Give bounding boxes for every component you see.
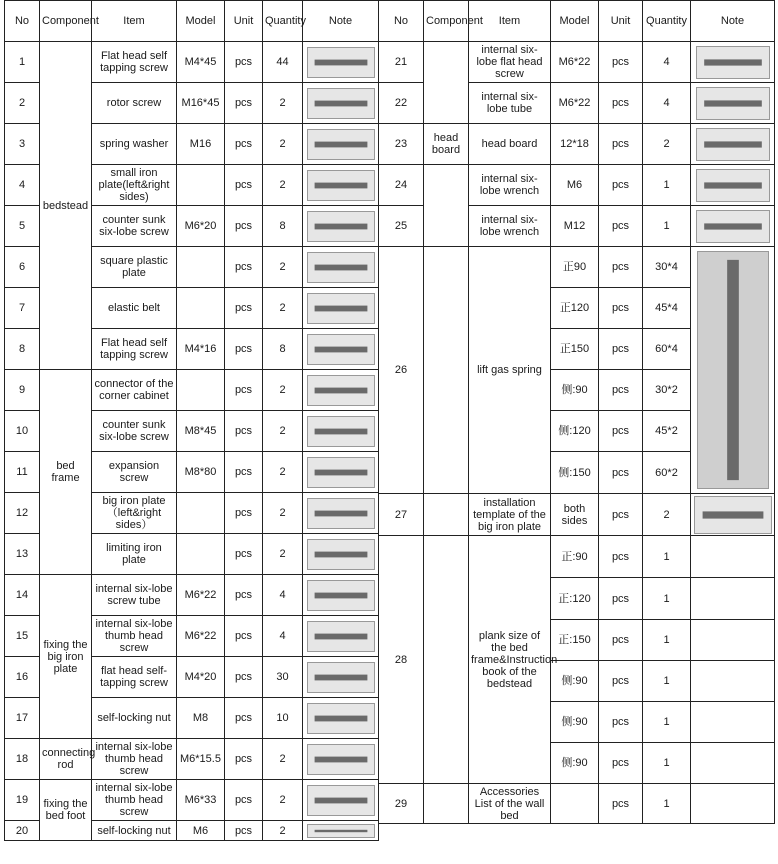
table-row <box>5 780 379 821</box>
quantity-value: 2 <box>263 83 303 124</box>
unit-value: pcs <box>225 83 263 124</box>
unit-value: pcs <box>599 329 643 370</box>
row-number: 12 <box>5 493 40 534</box>
quantity-value: 30 <box>263 657 303 698</box>
row-number: 5 <box>5 206 40 247</box>
unit-value: pcs <box>225 411 263 452</box>
quantity-value: 60*2 <box>643 452 691 494</box>
model-value <box>177 247 225 288</box>
header-note: Note <box>691 1 775 42</box>
header-quantity: Quantity <box>263 1 303 42</box>
row-number: 8 <box>5 329 40 370</box>
item-name: spring washer <box>92 124 177 165</box>
note-image-cell <box>303 698 379 739</box>
row-number: 28 <box>379 536 424 784</box>
expansion-screw-icon <box>307 457 375 488</box>
header-row <box>5 1 379 42</box>
unit-value: pcs <box>225 288 263 329</box>
row-number: 18 <box>5 739 40 780</box>
flat-screw-icon <box>696 46 770 79</box>
item-name: internal six-lobe tube <box>469 83 551 124</box>
note-image-cell <box>303 739 379 780</box>
note-image-cell <box>691 42 775 83</box>
note-image-cell <box>303 83 379 124</box>
note-image-cell <box>303 821 379 841</box>
item-name: internal six-lobe wrench <box>469 206 551 247</box>
quantity-value: 2 <box>263 247 303 288</box>
quantity-value: 2 <box>643 494 691 536</box>
table-row <box>5 370 379 411</box>
row-number: 9 <box>5 370 40 411</box>
model-value: M6*22 <box>551 83 599 124</box>
model-value <box>177 370 225 411</box>
model-value: M6*33 <box>177 780 225 821</box>
gas-spring-icon <box>697 251 769 489</box>
unit-value: pcs <box>225 739 263 780</box>
item-name: big iron plate （left&right sides） <box>92 493 177 534</box>
table-row <box>379 124 775 165</box>
quantity-value: 44 <box>263 42 303 83</box>
unit-value: pcs <box>599 42 643 83</box>
row-number: 6 <box>5 247 40 288</box>
quantity-value: 4 <box>643 42 691 83</box>
row-number: 29 <box>379 784 424 824</box>
row-number: 13 <box>5 534 40 575</box>
note-image-cell <box>303 370 379 411</box>
note-image-cell <box>691 247 775 494</box>
unit-value: pcs <box>225 575 263 616</box>
model-value: M6*22 <box>177 616 225 657</box>
model-value: 正:120 <box>551 578 599 620</box>
quantity-value: 1 <box>643 784 691 824</box>
header-quantity: Quantity <box>643 1 691 42</box>
item-name: plank size of the bed frame&Instruction book of the bedstead <box>469 536 551 784</box>
table-row <box>379 247 775 288</box>
washer-icon <box>307 129 375 160</box>
model-value <box>177 534 225 575</box>
note-image-cell <box>303 247 379 288</box>
row-number: 7 <box>5 288 40 329</box>
quantity-value: 1 <box>643 536 691 578</box>
tube-icon <box>696 87 770 120</box>
note-blank <box>691 661 775 702</box>
quantity-value: 2 <box>263 124 303 165</box>
quantity-value: 1 <box>643 661 691 702</box>
unit-value: pcs <box>599 578 643 620</box>
unit-value: pcs <box>599 411 643 452</box>
group-fixing-iron-plate: fixing the big iron plate <box>40 575 92 739</box>
elastic-belt-icon <box>307 293 375 324</box>
group-head-board-blank <box>424 42 469 124</box>
unit-value: pcs <box>599 124 643 165</box>
quantity-value: 4 <box>643 83 691 124</box>
unit-value: pcs <box>225 247 263 288</box>
group-head-board: head board <box>424 124 469 165</box>
item-name: self-locking nut <box>92 698 177 739</box>
note-image-cell <box>303 329 379 370</box>
quantity-value: 45*2 <box>643 411 691 452</box>
header-unit: Unit <box>225 1 263 42</box>
quantity-value: 8 <box>263 206 303 247</box>
header-no: No <box>5 1 40 42</box>
quantity-value: 2 <box>263 288 303 329</box>
nut-icon <box>307 824 375 838</box>
model-value: M6 <box>551 165 599 206</box>
note-image-cell <box>691 494 775 536</box>
quantity-value: 45*4 <box>643 288 691 329</box>
connector-icon <box>307 375 375 406</box>
parts-table-left <box>4 0 379 841</box>
table-row <box>5 575 379 616</box>
header-note: Note <box>303 1 379 42</box>
quantity-value: 2 <box>263 452 303 493</box>
unit-value: pcs <box>599 288 643 329</box>
item-name: connector of the corner cabinet <box>92 370 177 411</box>
unit-value: pcs <box>225 780 263 821</box>
model-value <box>177 288 225 329</box>
row-number: 3 <box>5 124 40 165</box>
unit-value: pcs <box>225 42 263 83</box>
model-value: M8*45 <box>177 411 225 452</box>
long-screw-icon <box>307 416 375 447</box>
model-value: M4*20 <box>177 657 225 698</box>
row-number: 15 <box>5 616 40 657</box>
model-value: M12 <box>551 206 599 247</box>
thumb-screw-icon <box>307 785 375 816</box>
note-blank <box>691 702 775 743</box>
unit-value: pcs <box>599 661 643 702</box>
unit-value: pcs <box>599 452 643 494</box>
item-name: elastic belt <box>92 288 177 329</box>
item-name: lift gas spring <box>469 247 551 494</box>
model-value: 正150 <box>551 329 599 370</box>
unit-value: pcs <box>225 821 263 841</box>
item-name: internal six-lobe thumb head screw <box>92 780 177 821</box>
note-image-cell <box>303 657 379 698</box>
note-image-cell <box>303 42 379 83</box>
row-number: 23 <box>379 124 424 165</box>
table-row <box>379 165 775 206</box>
note-image-cell <box>303 165 379 206</box>
group-connecting-rod: connecting rod <box>40 739 92 780</box>
unit-value: pcs <box>599 165 643 206</box>
model-value: M4*16 <box>177 329 225 370</box>
tapping-screw-icon <box>307 662 375 693</box>
quantity-value: 2 <box>263 411 303 452</box>
model-value: 侧:90 <box>551 743 599 784</box>
item-name: Flat head self tapping screw <box>92 329 177 370</box>
model-value: 侧:120 <box>551 411 599 452</box>
quantity-value: 2 <box>263 493 303 534</box>
row-number: 16 <box>5 657 40 698</box>
row-number: 25 <box>379 206 424 247</box>
row-number: 20 <box>5 821 40 841</box>
table-row <box>5 42 379 83</box>
unit-value: pcs <box>225 657 263 698</box>
model-value: both sides <box>551 494 599 536</box>
note-image-cell <box>303 534 379 575</box>
row-number: 19 <box>5 780 40 821</box>
note-blank <box>691 784 775 824</box>
quantity-value: 30*2 <box>643 370 691 411</box>
model-value: 侧:90 <box>551 661 599 702</box>
unit-value: pcs <box>599 702 643 743</box>
quantity-value: 2 <box>643 124 691 165</box>
item-name: limiting iron plate <box>92 534 177 575</box>
note-blank <box>691 743 775 784</box>
quantity-value: 4 <box>263 616 303 657</box>
group-fixing-foot: fixing the bed foot <box>40 780 92 841</box>
item-name: head board <box>469 124 551 165</box>
item-name: flat head self-tapping screw <box>92 657 177 698</box>
component-blank <box>424 494 469 536</box>
row-number: 17 <box>5 698 40 739</box>
unit-value: pcs <box>225 534 263 575</box>
template-icon <box>694 496 772 534</box>
quantity-value: 10 <box>263 698 303 739</box>
model-value: M4*45 <box>177 42 225 83</box>
quantity-value: 1 <box>643 620 691 661</box>
head-board-icon <box>696 128 770 161</box>
item-name: self-locking nut <box>92 821 177 841</box>
unit-value: pcs <box>599 620 643 661</box>
note-image-cell <box>303 206 379 247</box>
item-name: counter sunk six-lobe screw <box>92 206 177 247</box>
quantity-value: 2 <box>263 821 303 841</box>
quantity-value: 2 <box>263 534 303 575</box>
component-blank <box>424 536 469 784</box>
unit-value: pcs <box>225 616 263 657</box>
note-image-cell <box>303 452 379 493</box>
short-screw-icon <box>307 211 375 242</box>
item-name: Flat head self tapping screw <box>92 42 177 83</box>
model-value: M8 <box>177 698 225 739</box>
model-value: 侧:90 <box>551 702 599 743</box>
note-image-cell <box>691 165 775 206</box>
quantity-value: 30*4 <box>643 247 691 288</box>
item-name: internal six-lobe screw tube <box>92 575 177 616</box>
quantity-value: 1 <box>643 165 691 206</box>
row-number: 21 <box>379 42 424 83</box>
model-value: M6*22 <box>551 42 599 83</box>
item-name: square plastic plate <box>92 247 177 288</box>
note-image-cell <box>303 411 379 452</box>
header-component: Component <box>424 1 469 42</box>
component-blank <box>424 247 469 494</box>
model-value: 正90 <box>551 247 599 288</box>
unit-value: pcs <box>599 370 643 411</box>
unit-value: pcs <box>599 784 643 824</box>
header-model: Model <box>551 1 599 42</box>
note-image-cell <box>691 206 775 247</box>
item-name: internal six-lobe flat head screw <box>469 42 551 83</box>
unit-value: pcs <box>225 370 263 411</box>
screw-tube-icon <box>307 580 375 611</box>
model-value: M16*45 <box>177 83 225 124</box>
table-row <box>379 536 775 578</box>
model-value: 侧:150 <box>551 452 599 494</box>
unit-value: pcs <box>599 494 643 536</box>
model-value: M6*20 <box>177 206 225 247</box>
big-plate-icon <box>307 498 375 529</box>
thumb-screw-icon <box>307 621 375 652</box>
unit-value: pcs <box>599 536 643 578</box>
note-image-cell <box>303 575 379 616</box>
model-value: 侧:90 <box>551 370 599 411</box>
model-value <box>551 784 599 824</box>
quantity-value: 2 <box>263 780 303 821</box>
header-unit: Unit <box>599 1 643 42</box>
header-no: No <box>379 1 424 42</box>
unit-value: pcs <box>225 329 263 370</box>
quantity-value: 60*4 <box>643 329 691 370</box>
quantity-value: 1 <box>643 702 691 743</box>
long-screw-icon <box>307 47 375 78</box>
wrench-icon <box>696 210 770 243</box>
model-value: M16 <box>177 124 225 165</box>
item-name: expansion screw <box>92 452 177 493</box>
header-model: Model <box>177 1 225 42</box>
row-number: 27 <box>379 494 424 536</box>
table-row <box>379 42 775 83</box>
group-bed-frame: bed frame <box>40 370 92 575</box>
model-value: 正:150 <box>551 620 599 661</box>
model-value: M6*22 <box>177 575 225 616</box>
unit-value: pcs <box>225 206 263 247</box>
item-name: rotor screw <box>92 83 177 124</box>
header-component: Component <box>40 1 92 42</box>
row-number: 22 <box>379 83 424 124</box>
small-screw-icon <box>307 334 375 365</box>
row-number: 14 <box>5 575 40 616</box>
unit-value: pcs <box>599 247 643 288</box>
model-value: M8*80 <box>177 452 225 493</box>
quantity-value: 8 <box>263 329 303 370</box>
unit-value: pcs <box>225 124 263 165</box>
quantity-value: 1 <box>643 743 691 784</box>
row-number: 4 <box>5 165 40 206</box>
item-name: internal six-lobe wrench <box>469 165 551 206</box>
row-number: 10 <box>5 411 40 452</box>
quantity-value: 1 <box>643 578 691 620</box>
table-row <box>379 494 775 536</box>
square-plate-icon <box>307 252 375 283</box>
model-value <box>177 165 225 206</box>
header-item: Item <box>469 1 551 42</box>
row-number: 24 <box>379 165 424 206</box>
nut-icon <box>307 703 375 734</box>
table-row <box>5 739 379 780</box>
model-value: 正:90 <box>551 536 599 578</box>
unit-value: pcs <box>225 698 263 739</box>
item-name: counter sunk six-lobe screw <box>92 411 177 452</box>
small-plate-icon <box>307 170 375 201</box>
note-image-cell <box>303 616 379 657</box>
model-value: M6 <box>177 821 225 841</box>
note-blank <box>691 578 775 620</box>
item-name: installation template of the big iron plate <box>469 494 551 536</box>
quantity-value: 2 <box>263 739 303 780</box>
parts-table-right <box>378 0 775 824</box>
model-value <box>177 493 225 534</box>
item-name: Accessories List of the wall bed <box>469 784 551 824</box>
quantity-value: 2 <box>263 370 303 411</box>
note-blank <box>691 536 775 578</box>
limit-plate-icon <box>307 539 375 570</box>
group-bedstead: bedstead <box>40 42 92 370</box>
thumb-screw-icon <box>307 744 375 775</box>
unit-value: pcs <box>225 493 263 534</box>
row-number: 11 <box>5 452 40 493</box>
unit-value: pcs <box>599 743 643 784</box>
group-head-board-blank <box>424 165 469 247</box>
note-image-cell <box>303 288 379 329</box>
note-image-cell <box>303 780 379 821</box>
note-image-cell <box>691 124 775 165</box>
quantity-value: 2 <box>263 165 303 206</box>
unit-value: pcs <box>225 165 263 206</box>
component-blank <box>424 784 469 824</box>
item-name: small iron plate(left&right sides) <box>92 165 177 206</box>
model-value: 12*18 <box>551 124 599 165</box>
unit-value: pcs <box>599 83 643 124</box>
header-row <box>379 1 775 42</box>
note-image-cell <box>303 124 379 165</box>
note-image-cell <box>303 493 379 534</box>
header-item: Item <box>92 1 177 42</box>
row-number: 1 <box>5 42 40 83</box>
item-name: internal six-lobe thumb head screw <box>92 739 177 780</box>
table-row <box>379 784 775 824</box>
unit-value: pcs <box>599 206 643 247</box>
quantity-value: 4 <box>263 575 303 616</box>
note-blank <box>691 620 775 661</box>
wrench-icon <box>696 169 770 202</box>
row-number: 2 <box>5 83 40 124</box>
unit-value: pcs <box>225 452 263 493</box>
note-image-cell <box>691 83 775 124</box>
rotor-screw-icon <box>307 88 375 119</box>
row-number: 26 <box>379 247 424 494</box>
model-value: M6*15.5 <box>177 739 225 780</box>
quantity-value: 1 <box>643 206 691 247</box>
model-value: 正120 <box>551 288 599 329</box>
item-name: internal six-lobe thumb head screw <box>92 616 177 657</box>
